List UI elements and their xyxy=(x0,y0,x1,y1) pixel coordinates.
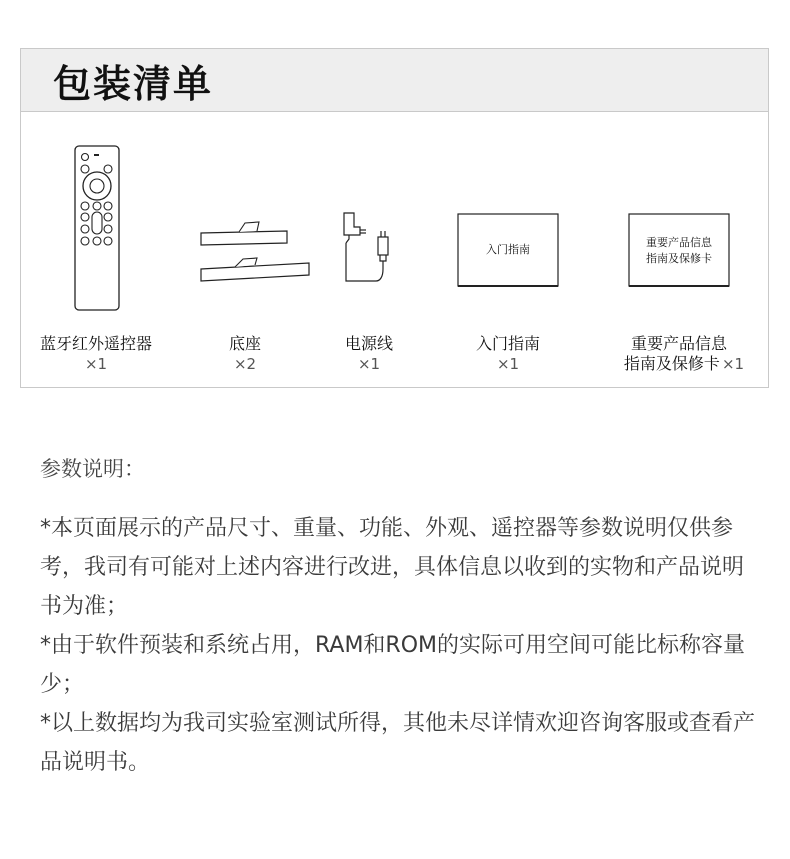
power-cable-icon xyxy=(336,209,396,285)
remote-control-icon xyxy=(74,145,120,311)
item-label-cable: 电源线 xyxy=(344,334,393,353)
notes-heading: 参数说明： xyxy=(40,457,145,481)
guide-booklet-icon xyxy=(456,212,560,288)
item-label-base: 底座 xyxy=(228,334,261,353)
note-paragraph-3: *以上数据均为我司实验室测试所得，其他未尽详情欢迎咨询客服或查看产品说明书。 xyxy=(40,711,756,775)
item-qty-base: ×2 xyxy=(233,355,257,373)
item-label-warranty-line2 xyxy=(599,354,769,374)
parameter-notes xyxy=(40,450,760,782)
warranty-card-icon xyxy=(627,212,731,288)
warranty-line2-text: 指南及保修卡 xyxy=(623,354,720,373)
packing-list-box xyxy=(20,48,769,388)
item-qty-warranty: ×1 xyxy=(721,355,745,373)
item-label-guide: 入门指南 xyxy=(475,334,540,353)
item-qty-remote: ×1 xyxy=(84,355,108,373)
warranty-cover-line1: 重要产品信息 xyxy=(646,236,712,249)
item-label-warranty-line1: 重要产品信息 xyxy=(630,334,727,353)
warranty-cover-line2: 指南及保修卡 xyxy=(646,252,712,265)
packing-list-title: 包装清单 xyxy=(53,61,214,106)
item-qty-cable: ×1 xyxy=(357,355,381,373)
note-paragraph-1: *本页面展示的产品尺寸、重量、功能、外观、遥控器等参数说明仅供参考，我司有可能对上述内容进行改进，具体信息以收到的实物和产品说明书为准； xyxy=(40,516,745,619)
stand-base-icon xyxy=(197,217,312,287)
item-qty-guide: ×1 xyxy=(496,355,520,373)
guide-cover-text: 入门指南 xyxy=(486,243,530,256)
packing-list-header xyxy=(21,49,768,112)
note-paragraph-2: *由于软件预装和系统占用，RAM和ROM的实际可用空间可能比标称容量少； xyxy=(40,633,746,697)
item-label-remote: 蓝牙红外遥控器 xyxy=(39,334,152,353)
